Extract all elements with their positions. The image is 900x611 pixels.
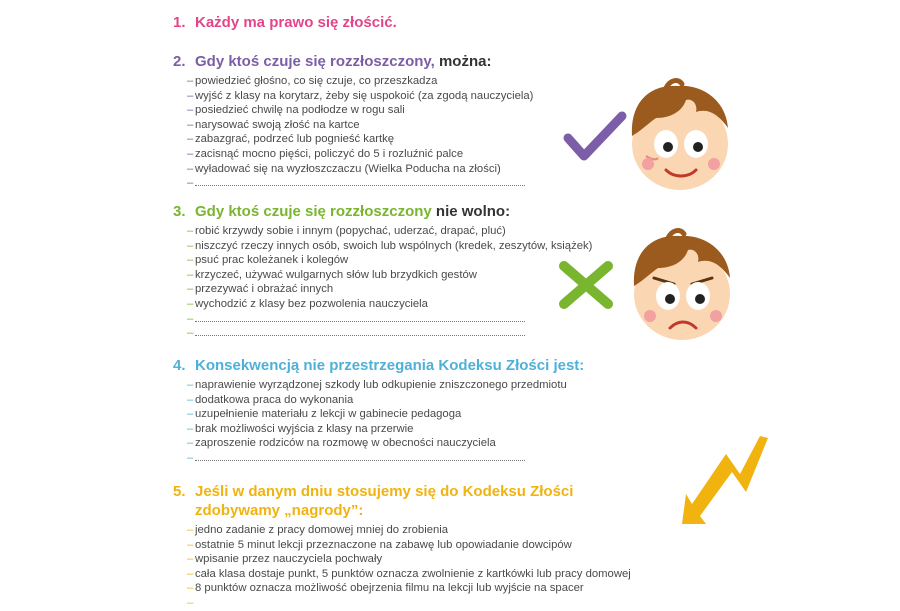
blank-line: – [187,312,592,327]
list-item: – zabazgrać, podrzeć lub pognieść kartkę [187,133,395,146]
section-title: Konsekwencją nie przestrzegania Kodeksu Złości jest: [195,357,585,374]
list-item: – zaproszenie rodziców na rozmowę w obecności nauczyciela [187,437,496,450]
section-2-heading: 2. Gdy ktoś czuje się rozzłoszczony, można: [173,53,492,70]
list-item: – wyładować się na wyzłoszczaczu (Wielka Poducha na złości) [187,162,501,175]
section-5 [173,482,631,611]
list-item: – krzyczeć, używać wulgarnych słów lub brzydkich gestów [187,268,477,281]
list-item: – uzupełnienie materiału z lekcji w gabinecie pedagoga [187,408,462,421]
consequences-list [187,378,584,466]
section-number: 4. [173,357,186,374]
blank-line: – [187,326,592,341]
section-number: 1. [173,14,186,31]
list-item: – 8 punktów oznacza możliwość obejrzenia filmu na lekcji lub wyjście na spacer [187,582,584,595]
list-item: – powiedzieć głośno, co się czuje, co przeszkadza [187,75,438,87]
section-emphasis: można [438,53,487,70]
checkmark-icon [562,110,628,164]
section-title: Każdy ma prawo się złościć. [195,14,397,31]
lightning-icon [676,434,772,526]
section-1 [173,13,397,32]
list-item: – niszczyć rzeczy innych osób, swoich lub wspólnych (kredek, zeszytów, książek) [187,239,593,252]
section-4 [173,356,584,466]
list-item: – narysować swoją złość na kartce [187,118,360,131]
section-number: 2. [173,53,186,70]
list-item: – zacisnąć mocno pięści, policzyć do 5 i rozluźnić palce [187,147,464,160]
list-item: – [187,596,194,609]
section-5-heading [173,482,631,501]
happy-face-icon [626,78,736,196]
section-2 [173,52,533,191]
list-item: – psuć prac koleżanek i kolegów [187,254,349,267]
section-number: 5. [173,483,186,500]
rewards-list [187,523,631,611]
allowed-list [187,74,533,191]
section-number: 3. [173,203,186,220]
section-title: Gdy ktoś czuje się rozzłoszczony, [195,53,439,70]
list-item: – dodatkowa praca do wykonania [187,393,354,406]
section-emphasis: nie wolno [435,203,506,220]
section-title: Jeśli w danym dniu stosujemy się do Kodeksu Złości [195,483,574,500]
list-item: – jedno zadanie z pracy domowej mniej do zrobienia [187,524,449,536]
forbidden-list [187,224,592,341]
blank-line: – [187,451,584,466]
list-item: – ostatnie 5 minut lekcji przeznaczone na zabawę lub opowiadanie dowcipów [187,538,572,551]
list-item: – naprawienie wyrządzonej szkody lub odkupienie zniszczonego przedmiotu [187,379,567,391]
sad-face-icon [628,226,738,344]
list-item: – wpisanie przez nauczyciela pochwały [187,553,383,566]
section-4-heading [173,356,584,375]
section-1-heading [173,13,397,32]
cross-icon [556,258,616,312]
section-3 [173,202,592,341]
list-item: – cała klasa dostaje punkt, 5 punktów oznacza zwolnienie z kartkówki lub pracy domowej [187,567,631,580]
list-item: – wychodzić z klasy bez pozwolenia nauczyciela [187,297,428,310]
list-item: – robić krzywdy sobie i innym (popychać, uderzać, drapać, pluć) [187,225,506,237]
blank-line: – [187,176,533,191]
section-3-heading: 3. Gdy ktoś czuje się rozzłoszczony nie wolno: [173,203,511,220]
list-item: – wyjść z klasy na korytarz, żeby się uspokoić (za zgodą nauczyciela) [187,89,534,102]
list-item: – posiedzieć chwilę na podłodze w rogu sali [187,104,405,117]
list-item: – przezywać i obrażać innych [187,283,334,296]
list-item: – brak możliwości wyjścia z klasy na przerwie [187,422,414,435]
section-5-heading-line2: zdobywamy „nagrody”: [195,502,364,519]
section-title: Gdy ktoś czuje się rozzłoszczony [195,203,436,220]
